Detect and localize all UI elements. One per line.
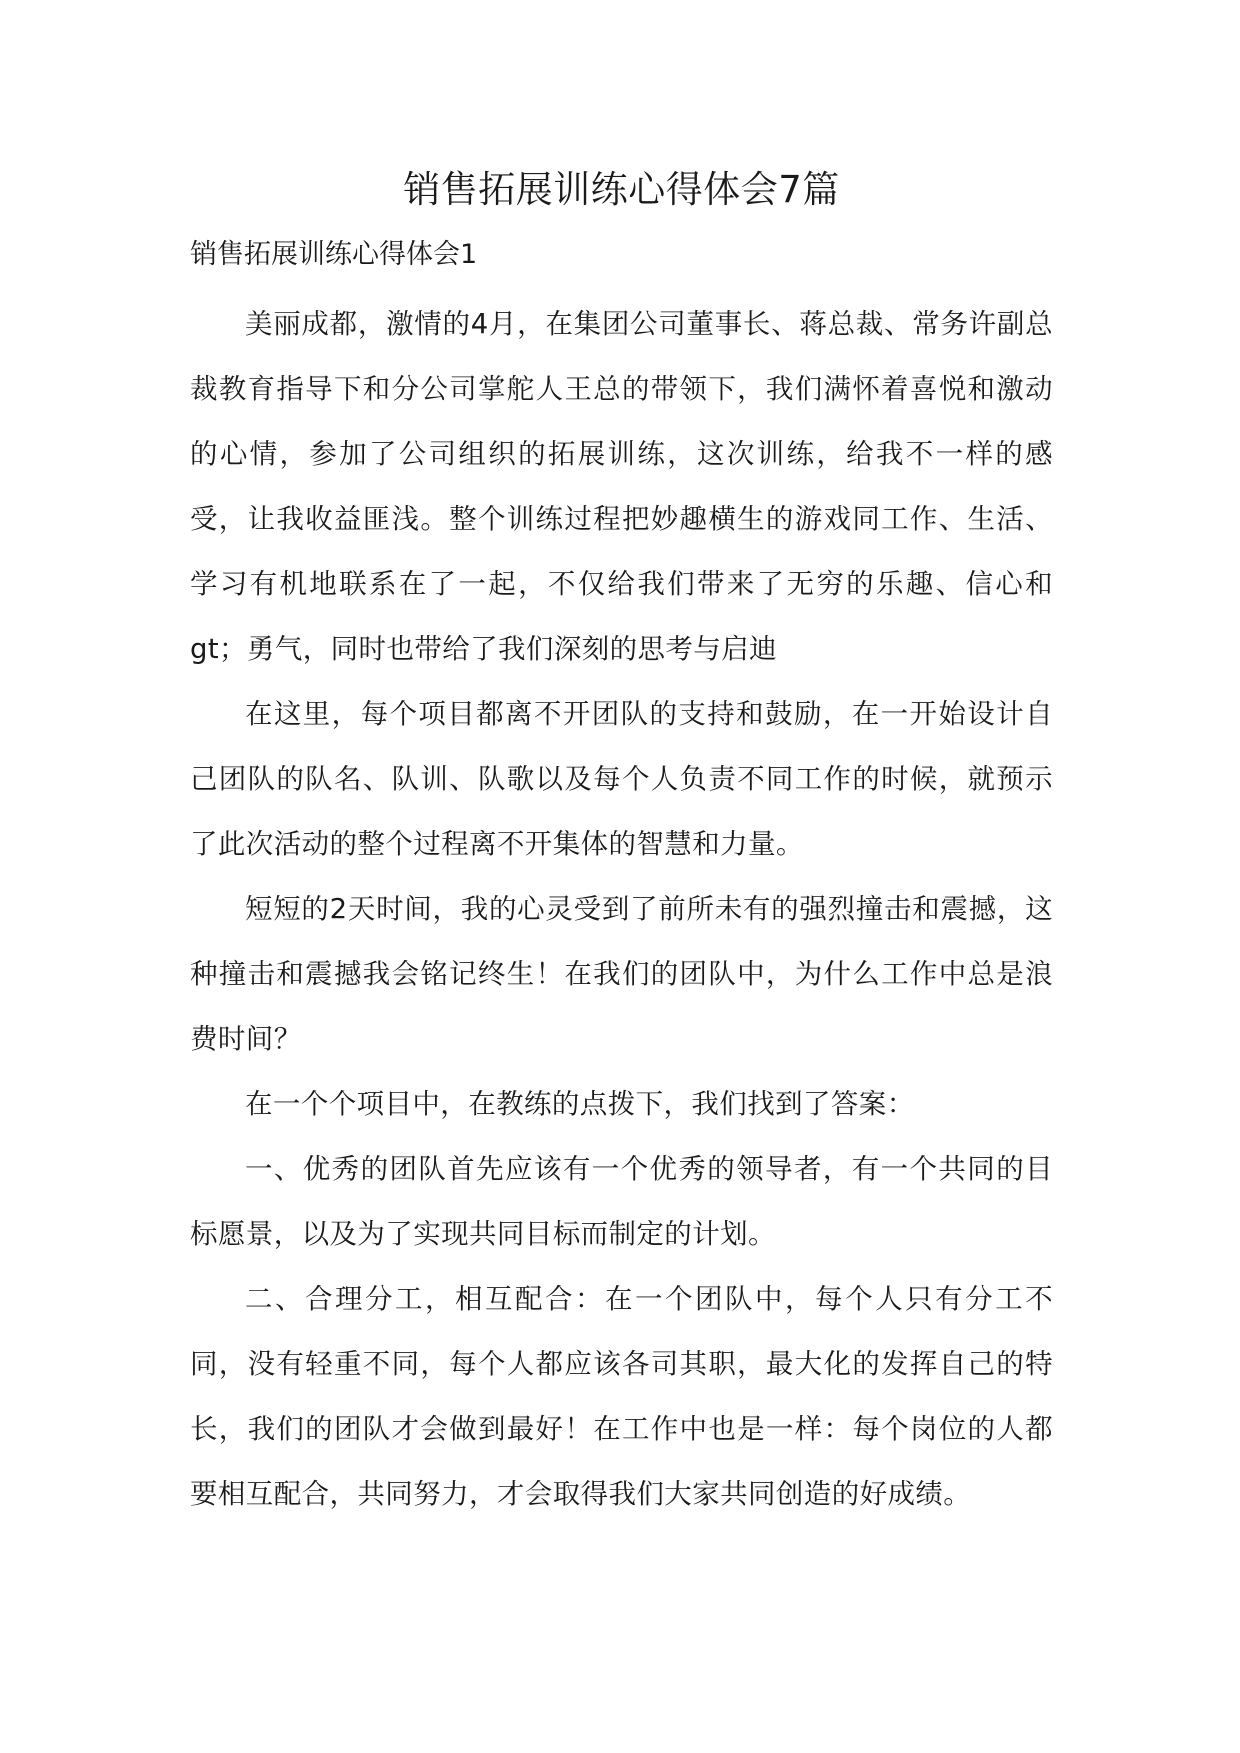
paragraph-2: 在这里，每个项目都离不开团队的支持和鼓励，在一开始设计自己团队的队名、队训、队歌以及每个人负责不同工作的时候，就预示了此次活动的整个过程离不开集体的智慧和力量。 <box>190 698 1053 860</box>
paragraph-3: 短短的2天时间，我的心灵受到了前所未有的强烈撞击和震撼，这种撞击和震撼我会铭记终生！在我们的团队中，为什么工作中总是浪费时间？ <box>190 893 1053 1055</box>
paragraph-6: 二、合理分工，相互配合：在一个团队中，每个人只有分工不同，没有轻重不同，每个人都应该各司其职，最大化的发挥自己的特长，我们的团队才会做到最好！在工作中也是一样：每个岗位的人都要相互配合，共同努力，才会取得我们大家共同创造的好成绩。 <box>190 1283 1053 1510</box>
document-title: 销售拓展训练心得体会7篇 <box>403 168 840 211</box>
paragraph-4: 在一个个项目中，在教练的点拨下，我们找到了答案： <box>245 1088 915 1120</box>
section-heading: 销售拓展训练心得体会1 <box>190 239 478 270</box>
paragraph-5: 一、优秀的团队首先应该有一个优秀的领导者，有一个共同的目标愿景，以及为了实现共同目标而制定的计划。 <box>190 1153 1053 1250</box>
paragraph-1: 美丽成都，激情的4月，在集团公司董事长、蒋总裁、常务许副总裁教育指导下和分公司掌舵人王总的带领下，我们满怀着喜悦和激动的心情，参加了公司组织的拓展训练，这次训练，给我不一样的感受，让我收益匪浅。整个训练过程把妙趣横生的游戏同工作、生活、学习有机地联系在了一起，不仅给我们带来了无穷的乐趣、信心和gt；勇气，同时也带给了我们深刻的思考与启迪 <box>190 308 1053 665</box>
